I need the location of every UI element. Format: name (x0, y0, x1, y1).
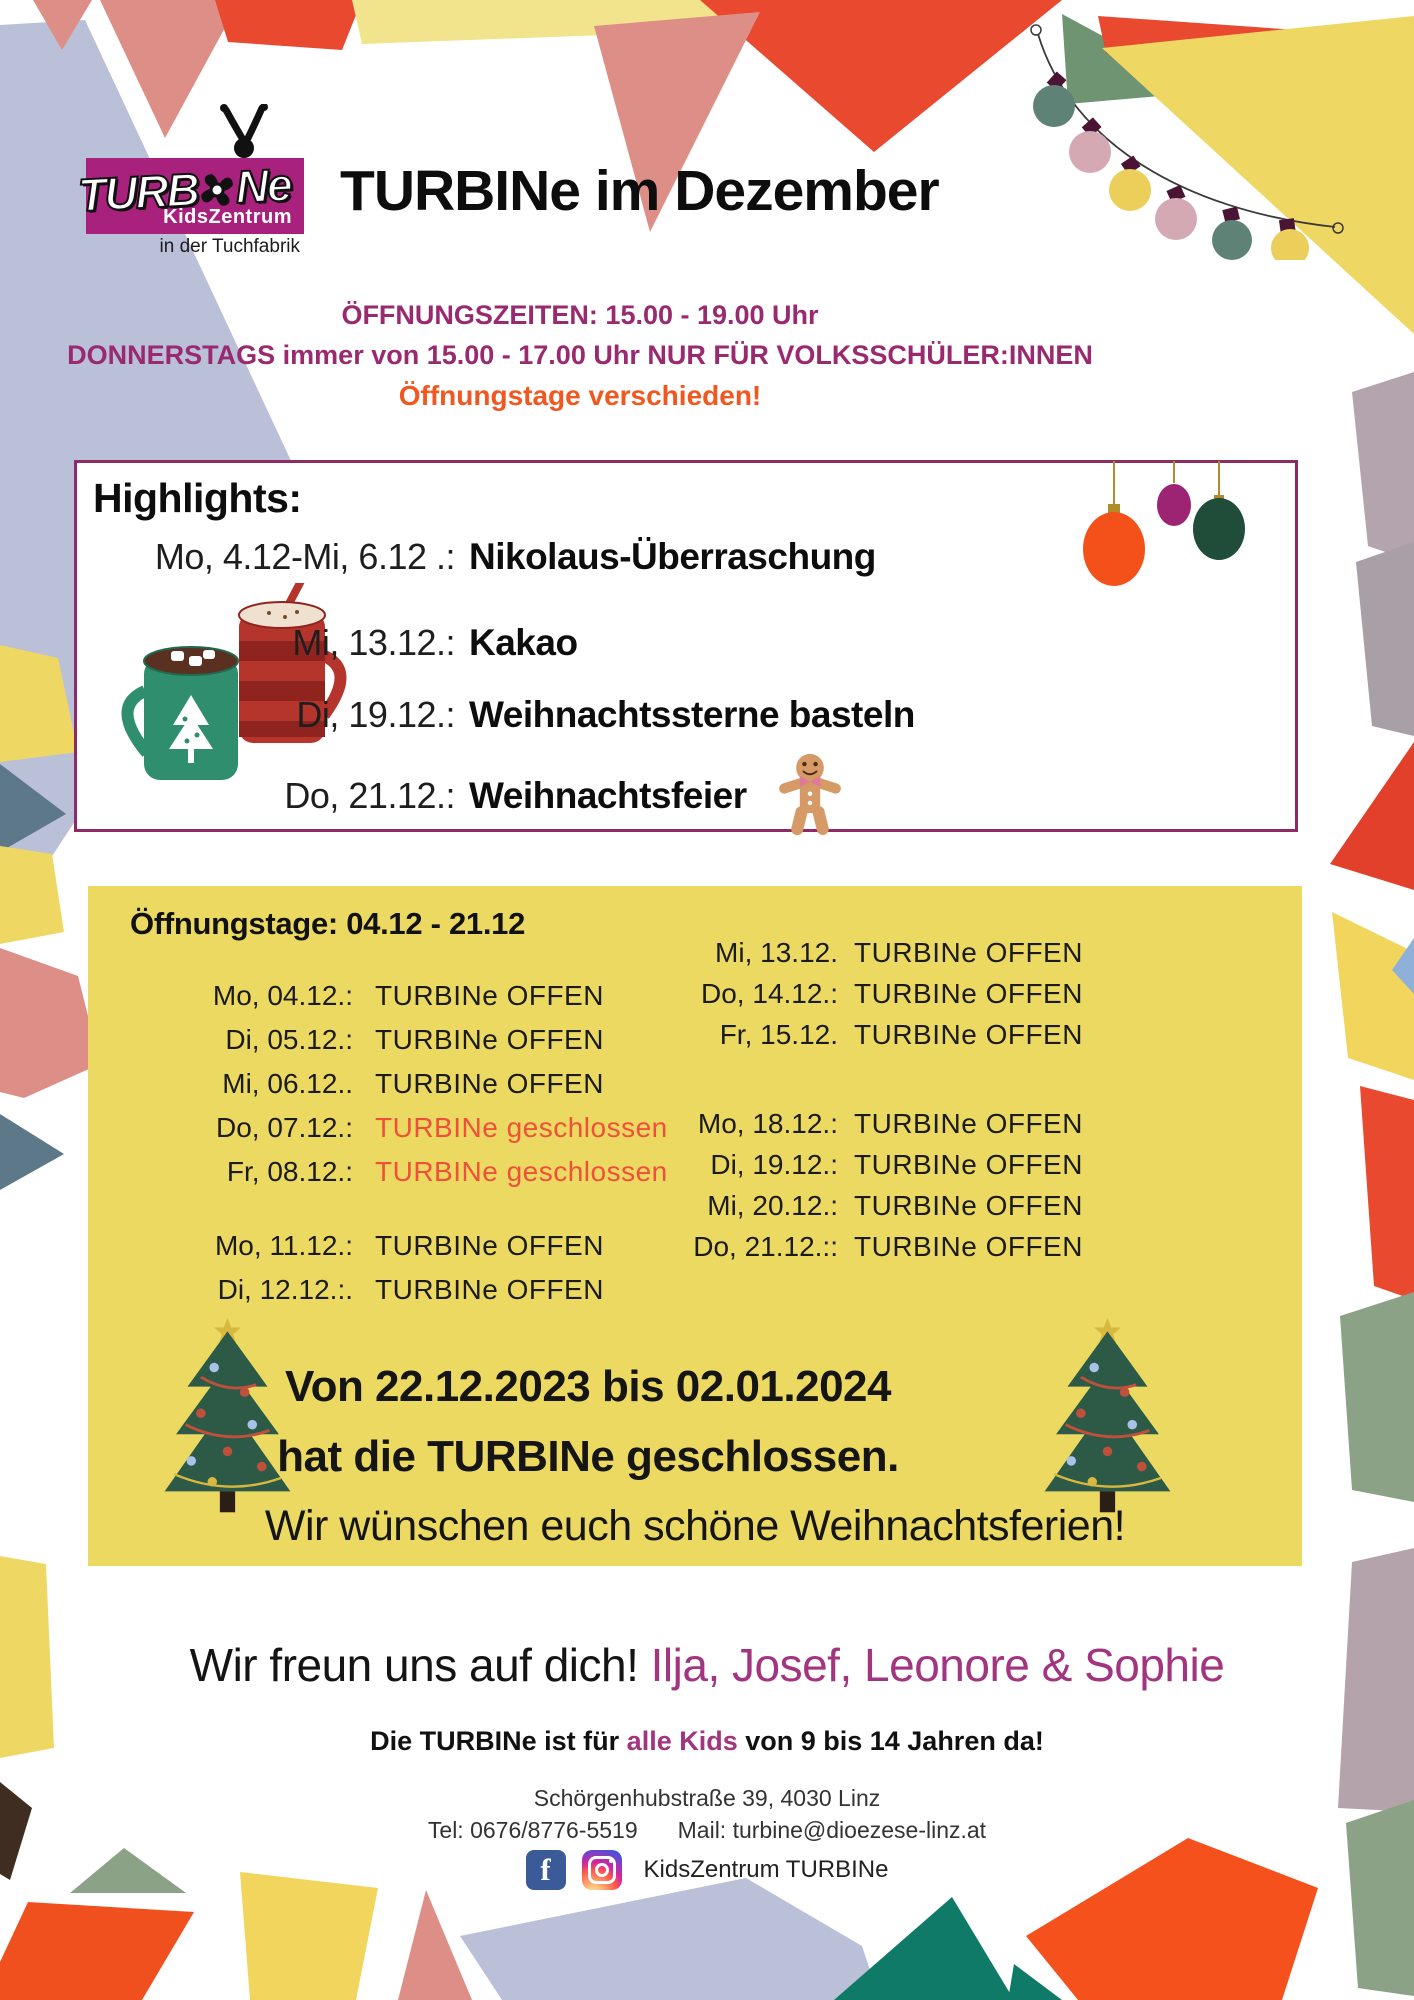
schedule-status: TURBINe OFFEN (375, 1024, 604, 1055)
schedule-date: Fr, 08.12.: (226, 1156, 353, 1187)
highlight-event: Nikolaus-Überraschung (469, 536, 876, 577)
schedule-row (128, 1018, 728, 1062)
closure-dates (258, 1352, 918, 1492)
greeting-line (0, 1638, 1414, 1692)
schedule-row (648, 1226, 1268, 1267)
turbine-logo (76, 118, 306, 257)
logo-acrobat-icon (204, 104, 284, 166)
highlight-item (77, 679, 1295, 751)
schedule-row (128, 974, 728, 1018)
schedule-status: TURBINe OFFEN (854, 1148, 1083, 1180)
schedule-status: TURBINe OFFEN (854, 977, 1083, 1009)
schedule-date: Di, 05.12.: (225, 1024, 353, 1055)
christmas-tree-icon (1030, 1318, 1185, 1518)
info-post: von 9 bis 14 Jahren da! (737, 1726, 1044, 1756)
closure-line1: Von 22.12.2023 bis 02.01.2024 (284, 1362, 891, 1411)
logo-word-start: TURB (76, 163, 200, 222)
opening-hours (0, 300, 1160, 412)
schedule-date: Mo, 18.12.: (697, 1107, 838, 1139)
closure-wish: Wir wünschen euch schöne Weihnachtsferien! (264, 1502, 1126, 1550)
schedule-row (648, 973, 1268, 1014)
schedule-row (128, 1224, 728, 1268)
light-bulb-icon (1033, 71, 1309, 260)
highlight-date: Mi, 13.12.: (292, 622, 455, 663)
facebook-glyph: f (540, 1852, 551, 1887)
schedule-status: TURBINe OFFEN (375, 1230, 604, 1261)
schedule-status: TURBINe OFFEN (375, 980, 604, 1011)
schedule-date: Fr, 15.12. (719, 1018, 838, 1050)
highlight-date: Mo, 4.12-Mi, 6.12 .: (154, 536, 455, 577)
schedule-date: Do, 07.12.: (216, 1112, 353, 1143)
schedule-date: Mi, 13.12. (715, 936, 838, 968)
schedule-row (648, 1185, 1268, 1226)
schedule-date: Mo, 04.12.: (212, 980, 353, 1011)
opening-days-note: Öffnungstage verschieden! (398, 380, 762, 411)
logo-word-end: Ne (234, 158, 292, 213)
highlight-date: Do, 21.12.: (284, 775, 455, 816)
highlight-event-label: Weihnachtsfeier (469, 775, 747, 816)
contact-line (0, 1817, 1414, 1844)
schedule-status: TURBINe geschlossen (375, 1156, 668, 1187)
logo-tuchfabrik: in der Tuchfabrik (159, 236, 300, 257)
logo-kidszentrum: KidsZentrum (163, 206, 292, 228)
phone-number: Tel: 0676/8776-5519 (427, 1817, 638, 1843)
highlights-heading: Highlights: (93, 475, 302, 521)
schedule-row (648, 1103, 1268, 1144)
schedule-row (648, 932, 1268, 973)
christmas-lights-icon (980, 20, 1414, 260)
schedule-status: TURBINe OFFEN (854, 936, 1083, 968)
schedule-date: Di, 12.12.:. (217, 1274, 353, 1305)
highlight-item (77, 751, 1295, 823)
highlight-event: Weihnachtssterne basteln (469, 694, 915, 735)
schedule-status: TURBINe OFFEN (854, 1230, 1083, 1262)
opening-hours-line2: DONNERSTAGS immer von 15.00 - 17.00 Uhr NUR FÜR VOLKSSCHÜLER:INNEN (67, 340, 1093, 370)
instagram-icon[interactable] (582, 1850, 622, 1890)
schedule-status: TURBINe geschlossen (375, 1112, 668, 1143)
schedule-status: TURBINe OFFEN (375, 1274, 604, 1305)
schedule-date: Mo, 11.12.: (214, 1230, 353, 1261)
facebook-icon[interactable] (526, 1850, 566, 1890)
highlight-event: Kakao (469, 622, 578, 663)
highlight-item (77, 521, 1295, 593)
age-info-line (0, 1726, 1414, 1757)
schedule-column-left (128, 974, 728, 1312)
address-line: Schörgenhubstraße 39, 4030 Linz (533, 1785, 881, 1811)
instagram-flash-dot (609, 1859, 613, 1863)
highlight-event (469, 751, 1295, 841)
schedule-column-right (648, 932, 1268, 1267)
schedule-date: Do, 14.12.: (701, 977, 838, 1009)
schedule-box (88, 886, 1302, 1566)
social-row (0, 1850, 1414, 1890)
schedule-heading: Öffnungstage: 04.12 - 21.12 (130, 906, 526, 941)
email-address: Mail: turbine@dioezese-linz.at (677, 1817, 987, 1843)
schedule-row (648, 1014, 1268, 1055)
schedule-date: Mi, 20.12.: (707, 1189, 838, 1221)
schedule-row (648, 1144, 1268, 1185)
opening-hours-line1: ÖFFNUNGSZEITEN: 15.00 - 19.00 Uhr (341, 300, 819, 330)
highlights-box (74, 460, 1298, 832)
team-names: Ilja, Josef, Leonore & Sophie (650, 1639, 1225, 1691)
schedule-row-closed (128, 1106, 728, 1150)
closure-section (88, 1306, 1302, 1566)
highlight-item (77, 607, 1295, 679)
schedule-date: Di, 19.12.: (710, 1148, 838, 1180)
schedule-row-closed (128, 1150, 728, 1194)
greeting-text: Wir freun uns auf dich! (189, 1639, 651, 1691)
instagram-lens (595, 1863, 609, 1877)
schedule-date: Do, 21.12.:: (693, 1230, 838, 1262)
gingerbread-man-icon (773, 751, 847, 841)
page-title: TURBINe im Dezember (340, 159, 939, 223)
schedule-status: TURBINe OFFEN (854, 1018, 1083, 1050)
schedule-row (128, 1062, 728, 1106)
pinwheel-icon (198, 171, 236, 209)
highlight-date: Di, 19.12.: (296, 694, 455, 735)
social-handle: KidsZentrum TURBINe (643, 1856, 889, 1883)
highlights-list (77, 521, 1295, 823)
info-pre: Die TURBINe ist für (370, 1726, 627, 1756)
schedule-status: TURBINe OFFEN (854, 1107, 1083, 1139)
closure-line2: hat die TURBINe geschlossen. (277, 1432, 899, 1481)
schedule-status: TURBINe OFFEN (854, 1189, 1083, 1221)
schedule-status: TURBINe OFFEN (375, 1068, 604, 1099)
schedule-date: Mi, 06.12.. (222, 1068, 353, 1099)
info-highlight: alle Kids (626, 1726, 738, 1756)
